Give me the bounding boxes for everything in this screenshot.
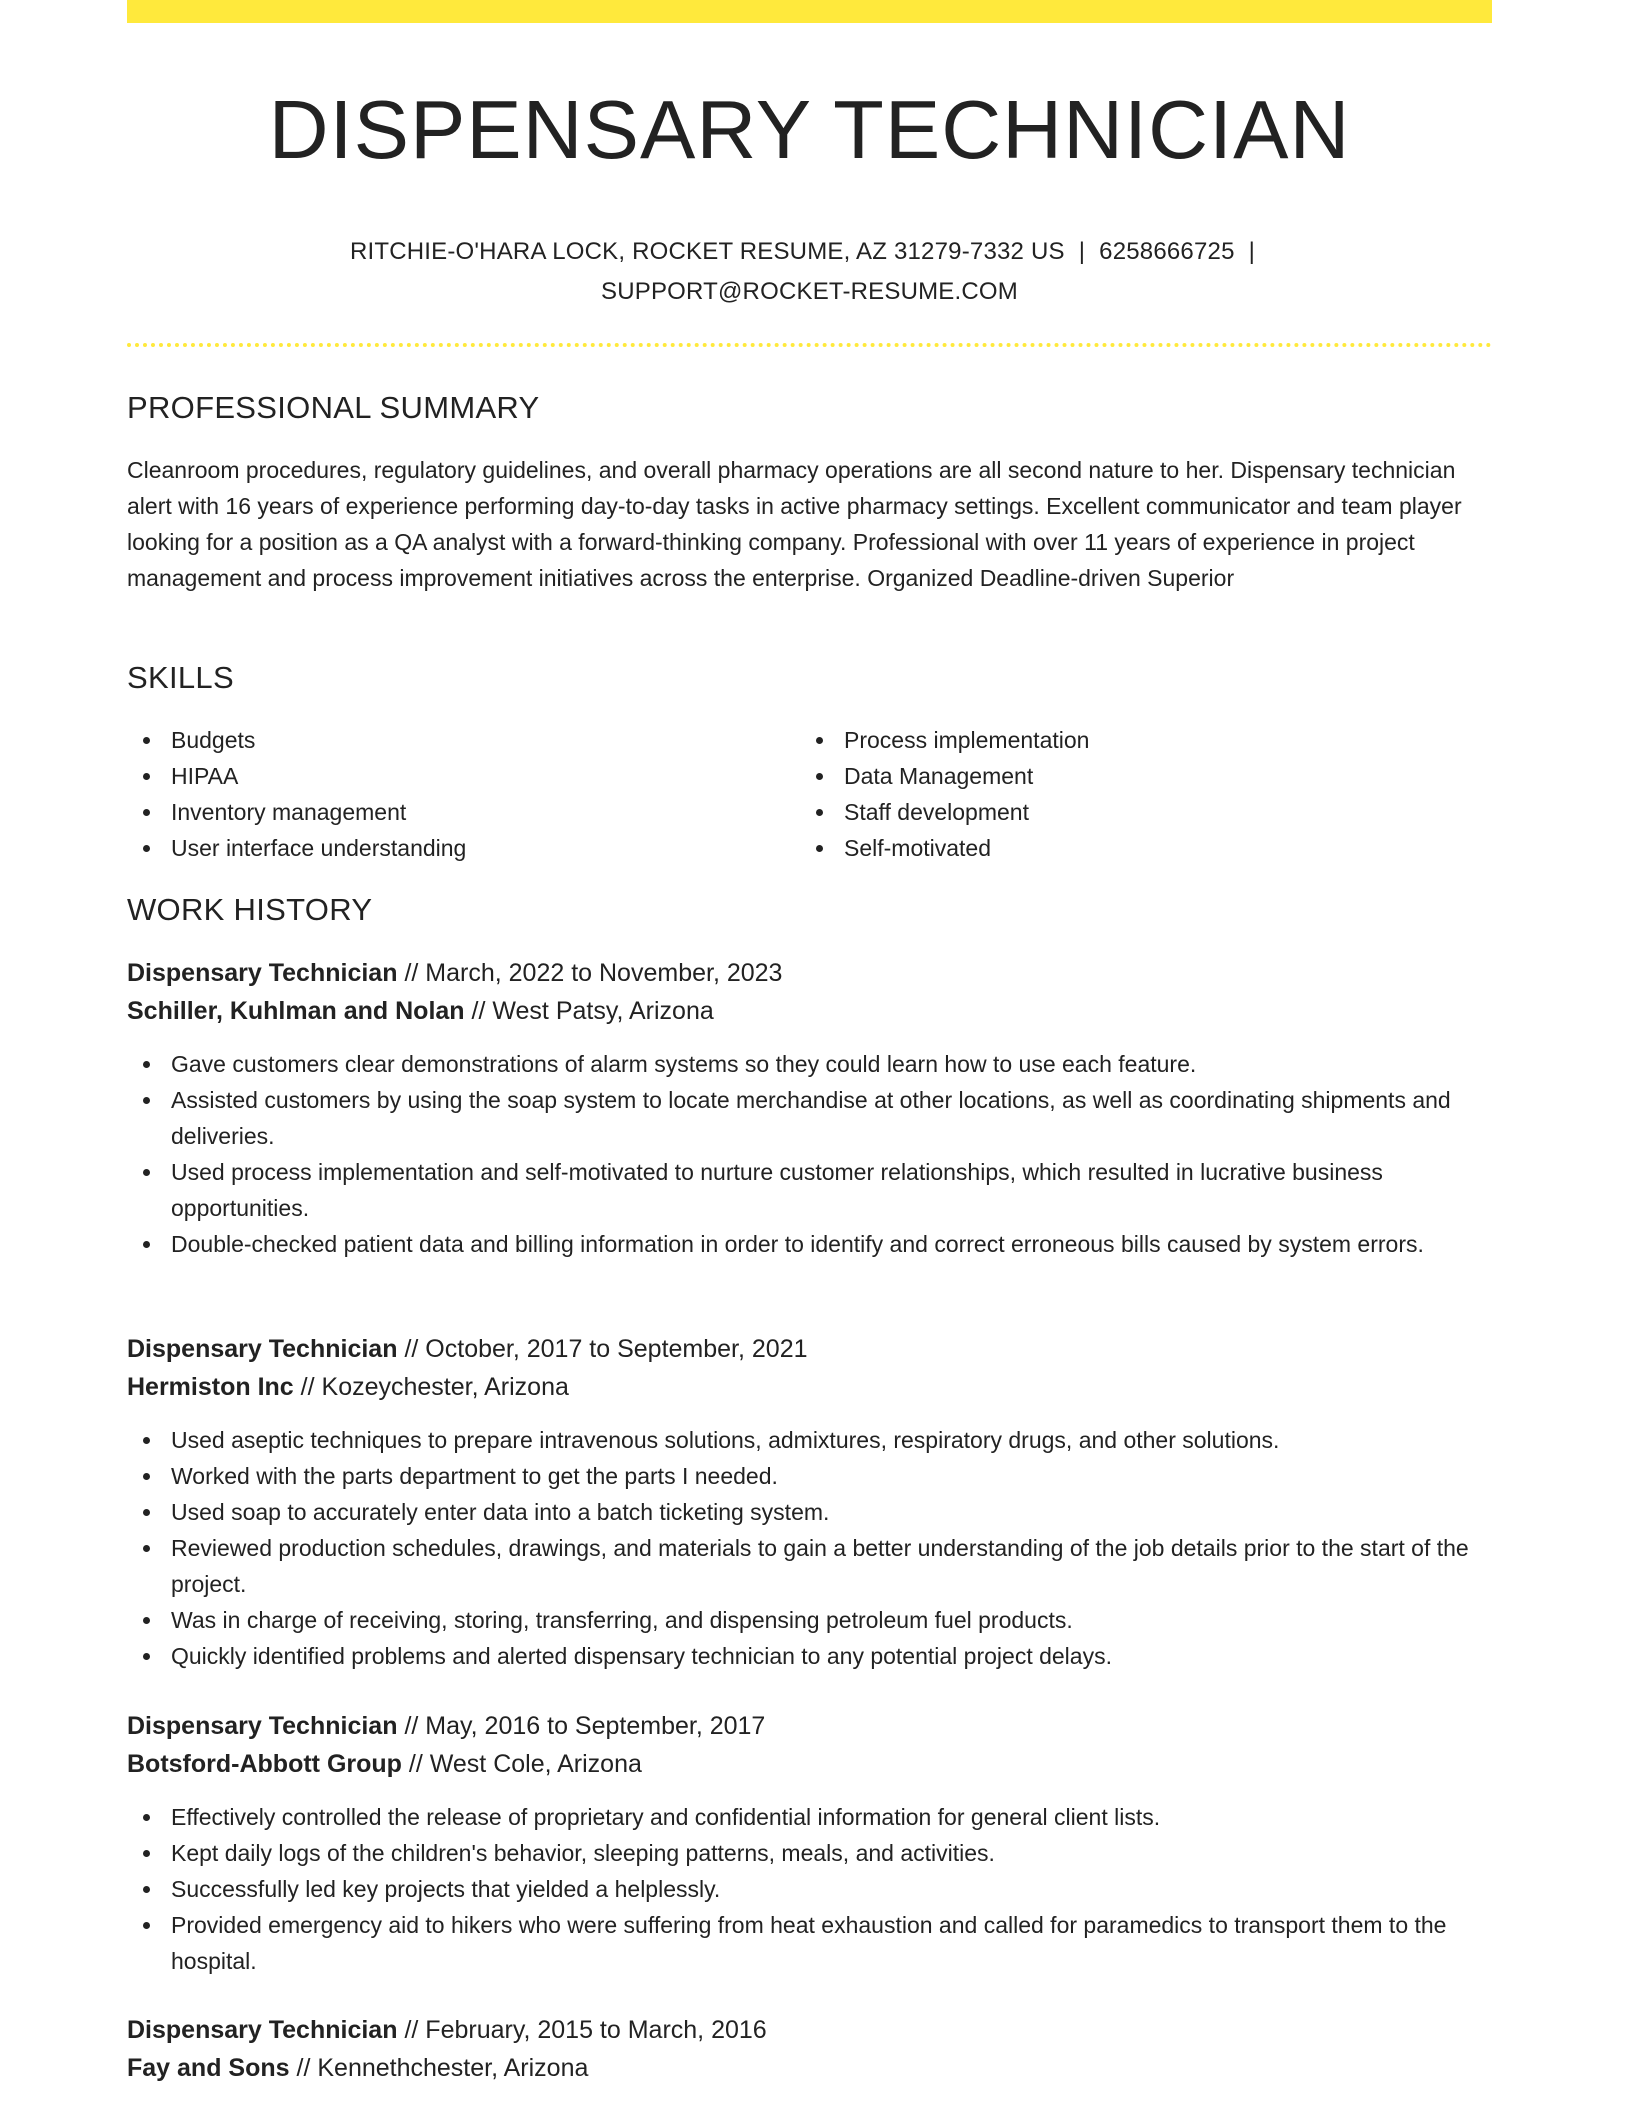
job-separator: // <box>404 1712 419 1740</box>
header-divider <box>127 343 1492 347</box>
skill-item: Budgets <box>127 722 787 758</box>
work-history-heading: WORK HISTORY <box>127 892 373 927</box>
job-location: West Patsy, Arizona <box>492 997 714 1025</box>
job-role-line <box>127 954 1492 992</box>
job-company-line <box>127 2049 1492 2087</box>
skill-item: Data Management <box>800 758 1460 794</box>
contact-email: SUPPORT@ROCKET-RESUME.COM <box>601 278 1018 305</box>
job-bullet: Reviewed production schedules, drawings, and materials to gain a better understanding of the job details prior to the start of the project. <box>127 1530 1492 1602</box>
job-location: West Cole, Arizona <box>429 1750 642 1778</box>
job-bullets <box>127 1422 1492 1674</box>
skill-item: Process implementation <box>800 722 1460 758</box>
job-bullet: Used soap to accurately enter data into a batch ticketing system. <box>127 1494 1492 1530</box>
skill-item: User interface understanding <box>127 830 787 866</box>
job-entry <box>127 1330 1492 1674</box>
job-role-line <box>127 2011 1492 2049</box>
contact-separator: | <box>1248 238 1256 265</box>
job-bullet: Gave customers clear demonstrations of alarm systems so they could learn how to use each feature. <box>127 1046 1492 1082</box>
job-company-line <box>127 1745 1492 1783</box>
job-separator: // <box>471 997 486 1025</box>
job-title: Dispensary Technician <box>127 1712 398 1740</box>
job-company: Botsford-Abbott Group <box>127 1750 402 1778</box>
skill-item: Self-motivated <box>800 830 1460 866</box>
contact-phone: 6258666725 <box>1099 238 1235 265</box>
job-dates: February, 2015 to March, 2016 <box>425 2016 767 2044</box>
job-role-line <box>127 1707 1492 1745</box>
skill-item: Staff development <box>800 794 1460 830</box>
job-company-line <box>127 992 1492 1030</box>
job-role-line <box>127 1330 1492 1368</box>
job-bullet: Assisted customers by using the soap system to locate merchandise at other locations, as well as coordinating shipments and deliveries. <box>127 1082 1492 1154</box>
job-bullet: Worked with the parts department to get the parts I needed. <box>127 1458 1492 1494</box>
skills-column-left <box>127 722 787 866</box>
job-title: Dispensary Technician <box>127 1335 398 1363</box>
job-company: Fay and Sons <box>127 2054 290 2082</box>
job-bullet: Effectively controlled the release of proprietary and confidential information for general client lists. <box>127 1799 1492 1835</box>
job-bullet: Used process implementation and self-motivated to nurture customer relationships, which resulted in lucrative business opportunities. <box>127 1154 1492 1226</box>
skills-heading: SKILLS <box>127 660 234 695</box>
job-bullets <box>127 1046 1492 1262</box>
top-accent-bar <box>127 0 1492 23</box>
job-bullet: Was in charge of receiving, storing, transferring, and dispensing petroleum fuel products. <box>127 1602 1492 1638</box>
job-entry <box>127 954 1492 1262</box>
job-location: Kennethchester, Arizona <box>317 2054 589 2082</box>
job-dates: October, 2017 to September, 2021 <box>425 1335 808 1363</box>
job-company: Schiller, Kuhlman and Nolan <box>127 997 465 1025</box>
job-location: Kozeychester, Arizona <box>321 1373 569 1401</box>
summary-heading: PROFESSIONAL SUMMARY <box>127 390 540 425</box>
job-entry <box>127 2011 1492 2087</box>
job-bullet: Provided emergency aid to hikers who were suffering from heat exhaustion and called for paramedics to transport them to the hospital. <box>127 1907 1492 1979</box>
job-bullet: Quickly identified problems and alerted dispensary technician to any potential project delays. <box>127 1638 1492 1674</box>
job-entry <box>127 1707 1492 1979</box>
job-separator: // <box>408 1750 423 1778</box>
contact-address: RITCHIE-O'HARA LOCK, ROCKET RESUME, AZ 31279-7332 US <box>349 238 1065 265</box>
contact-separator: | <box>1078 238 1086 265</box>
job-separator: // <box>404 2016 419 2044</box>
job-company: Hermiston Inc <box>127 1373 294 1401</box>
skill-item: Inventory management <box>127 794 787 830</box>
job-company-line <box>127 1368 1492 1406</box>
job-bullet: Kept daily logs of the children's behavior, sleeping patterns, meals, and activities. <box>127 1835 1492 1871</box>
job-separator: // <box>404 959 419 987</box>
job-title: Dispensary Technician <box>127 2016 398 2044</box>
contact-line-1 <box>127 232 1492 272</box>
job-bullet: Used aseptic techniques to prepare intravenous solutions, admixtures, respiratory drugs, and other solutions. <box>127 1422 1492 1458</box>
job-dates: March, 2022 to November, 2023 <box>425 959 783 987</box>
resume-title: DISPENSARY TECHNICIAN <box>268 83 1351 176</box>
job-title: Dispensary Technician <box>127 959 398 987</box>
job-separator: // <box>296 2054 311 2082</box>
job-separator: // <box>300 1373 315 1401</box>
job-bullet: Successfully led key projects that yielded a helplessly. <box>127 1871 1492 1907</box>
job-separator: // <box>404 1335 419 1363</box>
skills-column-right <box>800 722 1460 866</box>
job-bullets <box>127 1799 1492 1979</box>
job-dates: May, 2016 to September, 2017 <box>425 1712 766 1740</box>
contact-info <box>127 232 1492 312</box>
job-bullet: Double-checked patient data and billing information in order to identify and correct erroneous bills caused by system errors. <box>127 1226 1492 1262</box>
summary-text: Cleanroom procedures, regulatory guidelines, and overall pharmacy operations are all second nature to her. Dispensary technician alert with 16 years of experience performing day-to-day tasks in active pharmacy settings. Excellent communicator and team player looking for a position as a QA analyst with a forward-thinking company. Professional with over 11 years of experience in project management and process improvement initiatives across the enterprise. Organized Deadline-driven Superior <box>127 457 1462 591</box>
skill-item: HIPAA <box>127 758 787 794</box>
